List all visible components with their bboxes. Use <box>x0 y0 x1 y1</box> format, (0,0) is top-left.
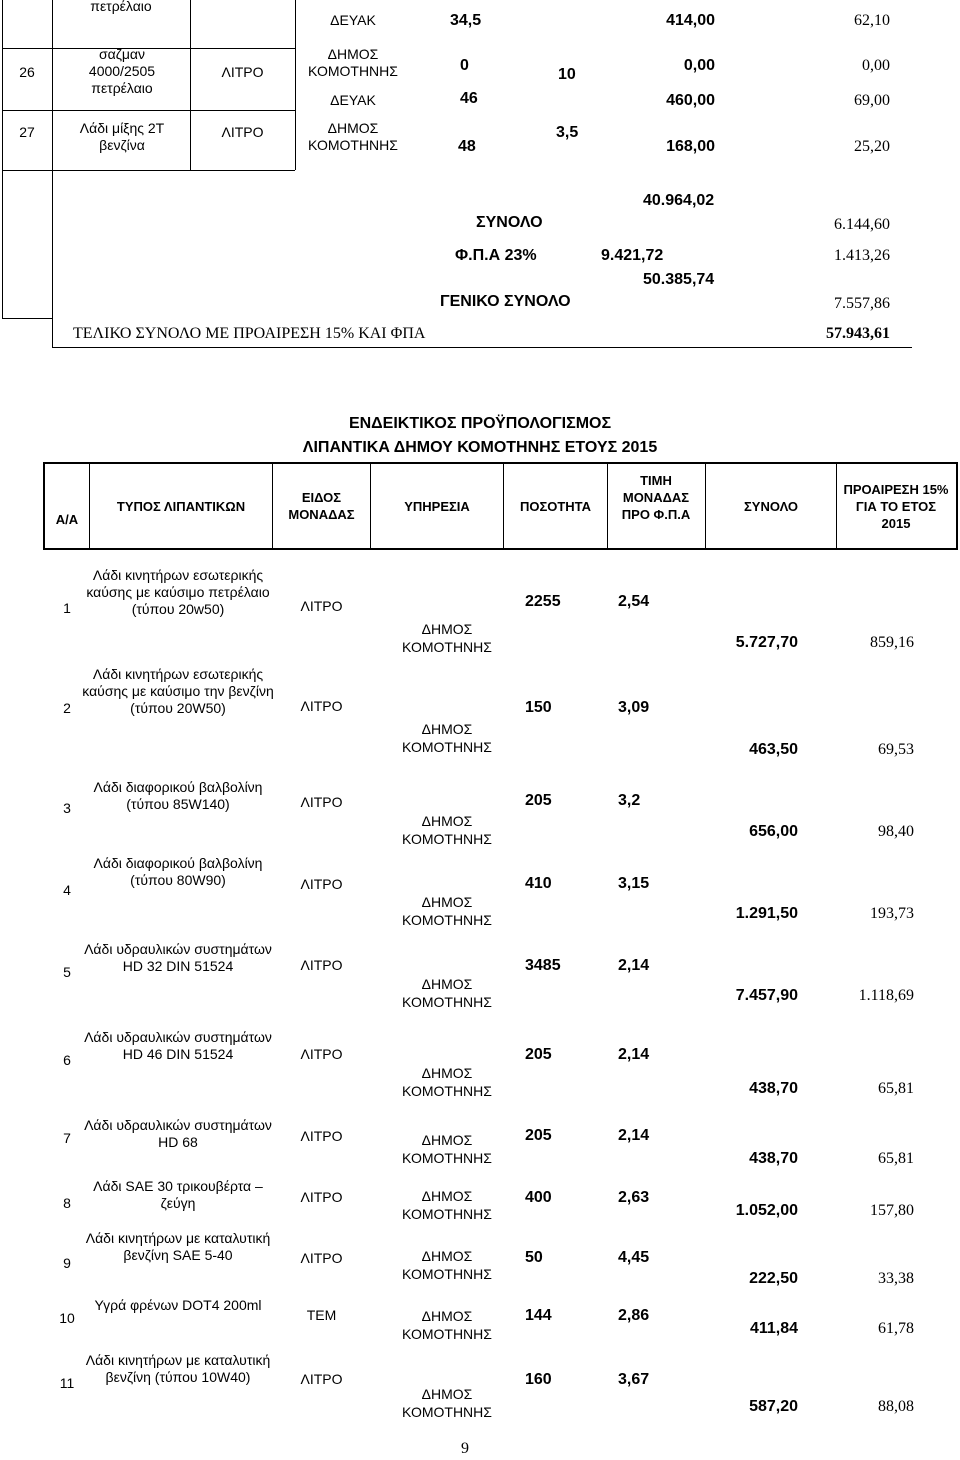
header-qty: ΠΟΣΟΤΗΤΑ <box>519 499 592 514</box>
aa-number: 1 <box>63 600 71 616</box>
row-total: 656,00 <box>749 823 798 840</box>
service-name: ΔΗΜΟΣ ΚΟΜΟΤΗΝΗΣ <box>402 1308 492 1342</box>
unit-price: 2,63 <box>618 1189 650 1206</box>
page-number: 9 <box>461 1440 469 1457</box>
item-description: Λάδι κινητήρων εσωτερικής καύσης με καύσιμο την βενζίνη (τύπου 20W50) <box>82 666 274 716</box>
agency-name: ΔΗΜΟΣ ΚΟΜΟΤΗΝΗΣ <box>308 46 398 79</box>
row-total: 463,50 <box>749 741 798 758</box>
page-title: ΕΝΔΕΙΚΤΙΚΟΣ ΠΡΟΫΠΟΛΟΓΙΣΜΟΣ <box>348 415 612 432</box>
service-name: ΔΗΜΟΣ ΚΟΜΟΤΗΝΗΣ <box>402 976 492 1010</box>
service-name: ΔΗΜΟΣ ΚΟΜΟΤΗΝΗΣ <box>402 813 492 847</box>
fragment-agency: ΔΕΥΑΚ <box>330 12 376 28</box>
option-value: 33,38 <box>878 1270 914 1287</box>
option-value: 1.118,69 <box>858 987 914 1004</box>
row-total: 438,70 <box>749 1080 798 1097</box>
unit-price: 2,86 <box>618 1307 650 1324</box>
option-value: 69,53 <box>878 741 914 758</box>
aa-number: 2 <box>63 700 71 716</box>
unit-type: ΛΙΤΡΟ <box>221 64 264 80</box>
unit-type: ΤΕΜ <box>306 1307 337 1323</box>
service-name: ΔΗΜΟΣ ΚΟΜΟΤΗΝΗΣ <box>402 1386 492 1420</box>
sum-option: 6.144,60 <box>834 216 890 233</box>
quantity: 50 <box>525 1249 543 1266</box>
line-total: 460,00 <box>666 92 715 109</box>
option-value: 98,40 <box>878 823 914 840</box>
header-type: ΤΥΠΟΣ ΛΙΠΑΝΤΙΚΩΝ <box>116 499 246 514</box>
unit-price: 10 <box>558 66 576 83</box>
unit-price: 4,45 <box>618 1249 650 1266</box>
unit-type: ΛΙΤΡΟ <box>300 598 343 614</box>
agency-name: ΔΕΥΑΚ <box>330 92 376 108</box>
fragment-qty: 34,5 <box>450 12 482 29</box>
aa-number: 5 <box>63 964 71 980</box>
aa-number: 26 <box>19 64 35 80</box>
item-description: Λάδι κινητήρων με καταλυτική βενζίνη (τύπου 10W40) <box>85 1352 271 1385</box>
final-label: ΤΕΛΙΚΟ ΣΥΝΟΛΟ ΜΕ ΠΡΟΑΙΡΕΣΗ 15% ΚΑΙ ΦΠΑ <box>73 325 426 342</box>
service-name: ΔΗΜΟΣ ΚΟΜΟΤΗΝΗΣ <box>402 721 492 755</box>
quantity: 2255 <box>525 593 561 610</box>
aa-number: 27 <box>19 124 35 140</box>
header-unit: ΕΙΔΟΣ ΜΟΝΑΔΑΣ <box>288 490 355 522</box>
aa-number: 3 <box>63 800 71 816</box>
quantity: 205 <box>525 792 552 809</box>
aa-number: 6 <box>63 1052 71 1068</box>
sum-total: 40.964,02 <box>643 192 715 209</box>
row-total: 1.052,00 <box>735 1202 798 1219</box>
unit-type: ΛΙΤΡΟ <box>300 1250 343 1266</box>
row-total: 7.457,90 <box>735 987 798 1004</box>
line-total: 0,00 <box>683 57 715 74</box>
fragment-option: 62,10 <box>854 12 890 29</box>
option-value: 88,08 <box>878 1398 914 1415</box>
row-total: 438,70 <box>749 1150 798 1167</box>
unit-type: ΛΙΤΡΟ <box>300 1046 343 1062</box>
sum-label: ΣΥΝΟΛΟ <box>476 214 543 231</box>
service-name: ΔΗΜΟΣ ΚΟΜΟΤΗΝΗΣ <box>402 1248 492 1282</box>
item-description: Λάδι διαφορικού βαλβολίνη (τύπου 80W90) <box>93 855 263 888</box>
item-description: σαζμαν 4000/2505 πετρέλαιο <box>88 46 156 96</box>
row-total: 5.727,70 <box>735 634 798 651</box>
aa-number: 8 <box>63 1195 71 1211</box>
unit-type: ΛΙΤΡΟ <box>300 1189 343 1205</box>
aa-number: 11 <box>59 1375 75 1391</box>
line-total: 168,00 <box>666 138 715 155</box>
vat-total: 9.421,72 <box>601 247 664 264</box>
row-total: 411,84 <box>749 1320 798 1337</box>
unit-type: ΛΙΤΡΟ <box>300 794 343 810</box>
unit-type: ΛΙΤΡΟ <box>300 1128 343 1144</box>
item-description: Λάδι SAE 30 τρικουβέρτα – ζεύγη <box>93 1178 263 1211</box>
service-name: ΔΗΜΟΣ ΚΟΜΟΤΗΝΗΣ <box>402 894 492 928</box>
grand-total: 50.385,74 <box>643 271 715 288</box>
unit-price: 2,14 <box>618 957 650 974</box>
unit-price: 2,14 <box>618 1046 650 1063</box>
vat-label: Φ.Π.Α 23% <box>455 247 537 264</box>
unit-type: ΛΙΤΡΟ <box>300 1371 343 1387</box>
option-value: 193,73 <box>870 905 914 922</box>
grand-option: 7.557,86 <box>834 295 890 312</box>
service-name: ΔΗΜΟΣ ΚΟΜΟΤΗΝΗΣ <box>402 621 492 655</box>
option-value: 65,81 <box>878 1080 914 1097</box>
unit-price: 3,2 <box>618 792 641 809</box>
fragment-desc: πετρέλαιο <box>90 0 152 14</box>
item-description: Λάδι υδραυλικών συστημάτων HD 32 DIN 51524 <box>84 941 272 974</box>
option-value: 859,16 <box>870 634 914 651</box>
quantity: 46 <box>460 90 478 107</box>
item-description: Λάδι υδραυλικών συστημάτων HD 46 DIN 51524 <box>84 1029 272 1062</box>
row-total: 587,20 <box>749 1398 798 1415</box>
service-name: ΔΗΜΟΣ ΚΟΜΟΤΗΝΗΣ <box>402 1065 492 1099</box>
unit-price: 3,15 <box>618 875 650 892</box>
unit-type: ΛΙΤΡΟ <box>300 698 343 714</box>
quantity: 160 <box>525 1371 552 1388</box>
unit-type: ΛΙΤΡΟ <box>221 124 264 140</box>
header-option: ΠΡΟΑΙΡΕΣΗ 15% ΓΙΑ ΤΟ ΕΤΟΣ 2015 <box>843 482 949 531</box>
fragment-total: 414,00 <box>666 12 715 29</box>
unit-price: 3,67 <box>618 1371 650 1388</box>
page-subtitle: ΛΙΠΑΝΤΙΚΑ ΔΗΜΟΥ ΚΟΜΟΤΗΝΗΣ ΕΤΟΥΣ 2015 <box>302 439 658 456</box>
row-total: 1.291,50 <box>735 905 798 922</box>
final-value: 57.943,61 <box>826 325 890 342</box>
quantity: 150 <box>525 699 552 716</box>
item-description: Λάδι κινητήρων με καταλυτική βενζίνη SAE 5-40 <box>85 1230 271 1263</box>
unit-price: 2,54 <box>618 593 650 610</box>
aa-number: 10 <box>59 1310 75 1326</box>
item-description: Λάδι μίξης 2Τ βενζίνα <box>79 120 165 153</box>
unit-price: 3,5 <box>556 124 579 141</box>
option-value: 61,78 <box>878 1320 914 1337</box>
option-value: 157,80 <box>870 1202 914 1219</box>
header-aa: Α/Α <box>55 512 79 527</box>
item-description: Υγρά φρένων DOT4 200ml <box>94 1297 262 1313</box>
quantity: 3485 <box>525 957 561 974</box>
header-price: ΤΙΜΗ ΜΟΝΑΔΑΣ ΠΡΟ Φ.Π.Α <box>621 473 691 522</box>
quantity: 48 <box>458 138 476 155</box>
unit-type: ΛΙΤΡΟ <box>300 876 343 892</box>
item-description: Λάδι υδραυλικών συστημάτων HD 68 <box>84 1117 272 1150</box>
quantity: 410 <box>525 875 552 892</box>
item-description: Λάδι διαφορικού βαλβολίνη (τύπου 85W140) <box>93 779 263 812</box>
unit-type: ΛΙΤΡΟ <box>300 957 343 973</box>
vat-option: 1.413,26 <box>834 247 890 264</box>
service-name: ΔΗΜΟΣ ΚΟΜΟΤΗΝΗΣ <box>402 1132 492 1166</box>
row-total: 222,50 <box>749 1270 798 1287</box>
unit-price: 2,14 <box>618 1127 650 1144</box>
grand-label: ΓΕΝΙΚΟ ΣΥΝΟΛΟ <box>440 293 571 310</box>
service-name: ΔΗΜΟΣ ΚΟΜΟΤΗΝΗΣ <box>402 1188 492 1222</box>
quantity: 205 <box>525 1046 552 1063</box>
aa-number: 7 <box>63 1130 71 1146</box>
option-value: 0,00 <box>862 57 890 74</box>
quantity: 0 <box>460 57 469 74</box>
option-value: 25,20 <box>854 138 890 155</box>
unit-price: 3,09 <box>618 699 650 716</box>
item-description: Λάδι κινητήρων εσωτερικής καύσης με καύσιμο πετρέλαιο (τύπου 20w50) <box>86 567 270 617</box>
header-service: ΥΠΗΡΕΣΙΑ <box>404 499 470 514</box>
option-value: 69,00 <box>854 92 890 109</box>
agency-name: ΔΗΜΟΣ ΚΟΜΟΤΗΝΗΣ <box>308 120 398 153</box>
aa-number: 4 <box>63 882 71 898</box>
quantity: 205 <box>525 1127 552 1144</box>
option-value: 65,81 <box>878 1150 914 1167</box>
aa-number: 9 <box>63 1255 71 1271</box>
header-total: ΣΥΝΟΛΟ <box>743 499 799 514</box>
quantity: 144 <box>525 1307 552 1324</box>
quantity: 400 <box>525 1189 552 1206</box>
